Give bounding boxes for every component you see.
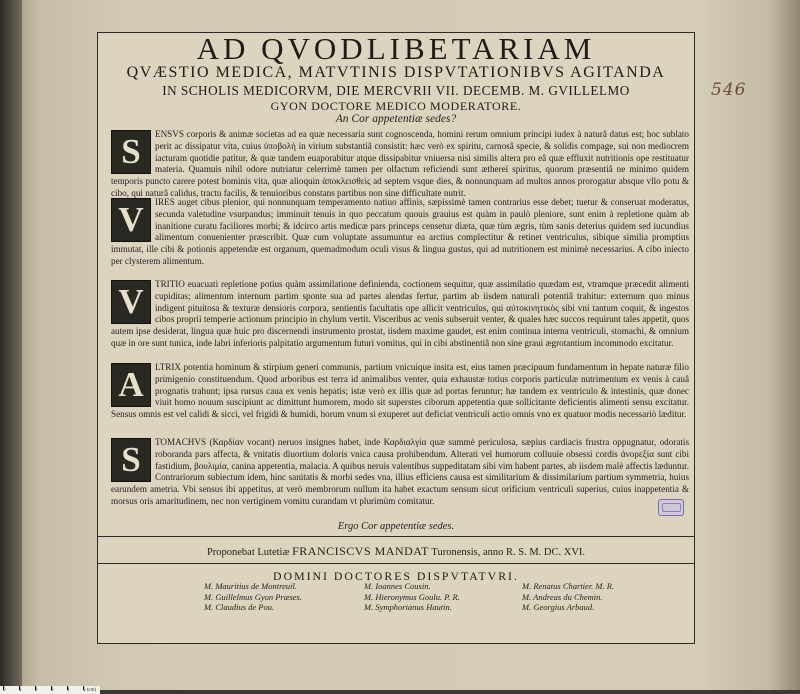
scale-label: 1 (19, 687, 22, 692)
doctor-name: M. Claudius de Pou. (204, 602, 275, 613)
drop-cap-initial: S (111, 130, 151, 174)
scale-label: 3 (51, 687, 54, 692)
drop-cap-initial: V (111, 198, 151, 242)
doctor-name: M. Guillelmus Gyon Præses. (204, 591, 302, 602)
paragraph-altrix (111, 362, 689, 421)
thesis-conclusion: Ergo Cor appetentiæ sedes. (337, 521, 455, 532)
drop-cap-initial: S (111, 438, 151, 482)
paragraph-text: IRES auget cibus plenior, qui nonnunquam temperamento natiuo affinis, sæpissimè tamen contrarius esse debet; tuetur & conseruat moderatus, secunda valetudine vsurpandus; imminuit tenuis in quo peccatum quouis grauius est quàm in paulò pleniore, sunt enim à repletione quàm ab inanitione curatu faciliores morbi; & idcirco artis medicæ pars princeps censetur diæta, quæ tùm ægris, tùm sanis deterius quidem sed iucundius alimentum conuenienter præscribit. Quæ cum voluptate assumuntur ea arctius complectitur & retinet ventriculus, sibique similia promptius immutat, ille cibi & potionis appetendæ est organum, quemadmodum oculi visus & lingua gustus, qui ad nutritionem est minimè necessarius. A cibo iniecto per clysterem alimentum. (111, 197, 689, 266)
thesis-question: An Cor appetentiæ sedes? (335, 113, 457, 125)
thesis-sheet (97, 32, 695, 644)
scale-label: 5 (cm) (83, 687, 97, 692)
doctors-heading: DOMINI DOCTORES DISPVTATVRI. (273, 569, 519, 583)
paragraph-stomachus (111, 437, 689, 508)
book-gutter (0, 0, 22, 690)
doctor-name: M. Mauritius de Montreuil. (204, 581, 297, 591)
library-stamp (658, 499, 684, 516)
doctor-name: M. Ioannes Cousin. (364, 581, 431, 591)
doctors-column-2 (364, 581, 460, 613)
proponent-prefix: Proponebat Lutetiæ (206, 547, 290, 558)
page-number: 546 (711, 80, 747, 100)
doctor-name: M. Georgius Arbaud. (522, 602, 595, 613)
thesis-title: AD QVODLIBETARIAM (196, 31, 596, 66)
proponent-suffix: Turonensis, anno R. S. M. DC. XVI. (431, 547, 586, 558)
measurement-scale (0, 686, 100, 694)
doctor-name: M. Hieronymus Goulu. P. R. (364, 591, 460, 602)
paragraph-sensus (111, 129, 689, 200)
subtitle-line-2: IN SCHOLIS MEDICORVM, DIE MERCVRII VII. DECEMB. M. GVILLELMO (162, 83, 630, 98)
paragraph-text: ENSVS corporis & animæ societas ad ea quæ necessaria sunt cognoscenda, homini rerum omnium principi iudex à naturâ datus est; hoc sublato perit ac dissipatur vita, cuius ὑποβολὴ in virium substantiâ consistit: hæc verò ex spiritu, carnosâ specie, & solidis compage, sui non mediocrem iacturam quotidie patitur, & quæ tandem euaporabitur atque dissipabitur vniuersa nisi similis altera pro eâ quæ effluxit nutritionis ope restituatur materia. Quamuis nihil odore nutriatur celerrimè tamen per olfactum reficiendi sunt æthereï spiritus, quorum præsentiâ ne minimo quidem temporis puncto carere potest hominis vita, quæ alioquin ἀποκλεισθεὶς ad septem vsque dies, & nonnunquam ad multos annos prorogatur absque vllo potu & cibo, qui naturâ calidus, tractu facilis, & tenuioribus constans partibus non sine difficultate nutrit. (111, 129, 689, 198)
paragraph-text: TOMACHVS (Καρδίαν vocant) neruos insignes habet, inde Καρδιαλγία quæ summè periculosa, sæpius cardiacis frustra oppugnatur, odoratis roboranda pars affecta, & vnitatis diuortium doloris vnica causa prohibendum. Alterati vel humorum colluuie obsessi cordis ἀνορεξία sunt cibi fastidium, βουλιμία, canina appetentia, malacia. A quibus neruis valentibus suppeditatam sibi vim habent partes, ab iisdem malè affectis læduntur. Contrariorum subiectum idem, hinc sanitatis & morbi sedes vna, illius efficiens causa est similitarium & dissimilarium partium symmetria, huius earundem ametria. Vbi sensus ibi appetitus, at verò membrorum nullum ita habet exactum sensum sicut orificium ventriculi superius, cuius inappetentia & morsus oris amaritudinem, nec non vertiginem vomitu curandam vt plurimùm comitatur. (111, 437, 689, 506)
subtitle-line-1: QVÆSTIO MEDICA, MATVTINIS DISPVTATIONIBVS AGITANDA (126, 64, 666, 81)
divider-rule (98, 536, 694, 537)
scale-label: 4 (67, 687, 70, 692)
subtitle-line-3: GYON DOCTORE MEDICO MODERATORE. (270, 99, 522, 113)
proponent-line (98, 544, 694, 559)
doctors-column-3 (522, 581, 614, 613)
doctors-column-1 (204, 581, 302, 613)
paragraph-text: LTRIX potentia hominum & stirpium generi communis, partium vnicuique insita est, eius tamen præcipuum fundamentum in hepate naturæ filio primigenio constituendum. Quod arboribus est terra id animalibus venter, quia exhaustæ totius corporis particulæ nutrimentum ex venis à cauâ prognatis trahunt; ipsa rursus caua ex venis hepatis; istæ verò ex illis quæ ad portas feruntur; hæ tandem ex ventriculo & intestinis, quæ donec viuit homo nouum suscipiunt ac dimittunt humorem, modo sit superstes ciborum appetentia quæ sollicitante deficientis alimenti sensu excitatur. Sensus omnis est vel calidi & sicci, vel frigidi & humidi, horum vnum si exuperet aut deficiat ventriculi actio omnis vno ex quatuor modis necessariò læditur. (111, 362, 689, 420)
drop-cap-initial: A (111, 363, 151, 407)
scale-label: 2 (35, 687, 38, 692)
proponent-name: FRANCISCVS MANDAT (292, 544, 429, 558)
paragraph-vires (111, 197, 689, 268)
doctor-name: M. Symphorianus Hautin. (364, 602, 452, 613)
divider-rule (98, 563, 694, 564)
doctor-name: M. Andreas du Chemin. (522, 591, 603, 602)
paragraph-nutritio (111, 279, 689, 350)
scale-label: 0 (3, 687, 6, 692)
drop-cap-initial: V (111, 280, 151, 324)
doctor-name: M. Renatus Chartier. M. R. (522, 581, 615, 591)
paragraph-text: TRITIO euacuati repletione potius quàm assimilatione definienda, coctionem sequitur, quæ assimilatio quædam est, vtramque præcedit alimenti cupiditas; alimentum internum partim sponte sua ad partes alendas fertur, partim ab iisdem naturali potentiâ trahitur: externum quo minus indigent pituitosa & texturæ densioris corpora, sentientis facultatis ope allicit ventriculus, qui αὐτοκινητικὸς sibi vni tantum coquit, & ingestos cibos proprii temperie actionum principio in chylum vertit. Visceribus ac venis subseruit venter, & quales hæc succos requirunt tales appetit, quos autem ipse desiderat, lingua quæ huic pro discernendi instrumento prostat, iisdem maxime gaudet, est enim continua interna ventriculi, stomachi, & omnium quæ in ore sunt tunica, inde labri inferioris palpitatio argumentum futuri vomitus, qui in cibi abstinentiâ non sine graui ægrotantium incommodo excitatur. (111, 279, 689, 348)
